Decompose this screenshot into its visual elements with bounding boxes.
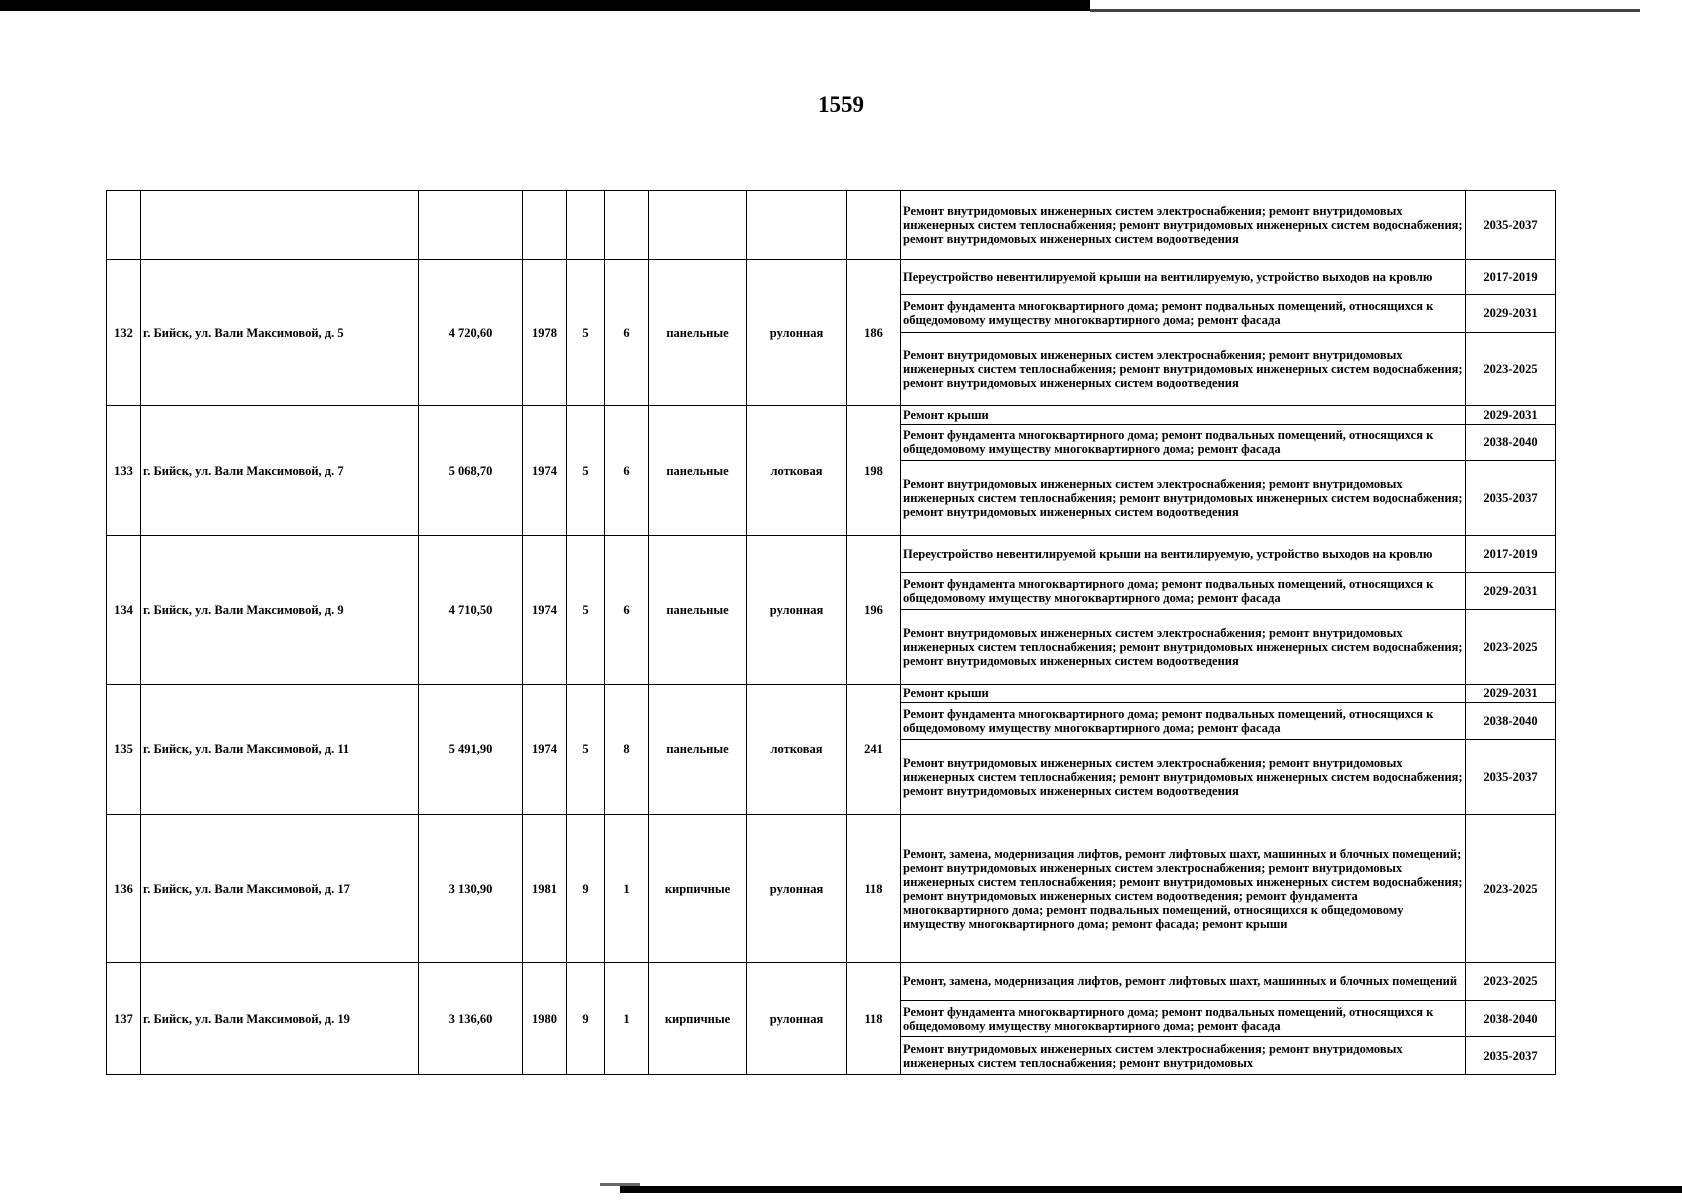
row-number: 134 <box>107 536 141 684</box>
building-address: г. Бийск, ул. Вали Максимовой, д. 5 <box>141 260 419 406</box>
work-description: Ремонт крыши <box>901 684 1466 702</box>
work-period: 2029-2031 <box>1466 573 1556 610</box>
row-number: 133 <box>107 406 141 536</box>
repair-schedule-table <box>106 190 1556 1075</box>
entrances-count: 6 <box>605 406 649 536</box>
work-description: Ремонт крыши <box>901 406 1466 424</box>
scan-border-top <box>0 0 1090 11</box>
work-period: 2035-2037 <box>1466 461 1556 536</box>
empty-cell <box>419 191 523 260</box>
page-number: 1559 <box>818 92 864 117</box>
row-number: 132 <box>107 260 141 406</box>
table-row <box>107 684 1556 702</box>
building-address: г. Бийск, ул. Вали Максимовой, д. 11 <box>141 684 419 814</box>
row-number: 135 <box>107 684 141 814</box>
work-period: 2023-2025 <box>1466 333 1556 406</box>
building-area: 5 068,70 <box>419 406 523 536</box>
building-address: г. Бийск, ул. Вали Максимовой, д. 9 <box>141 536 419 684</box>
wall-material: панельные <box>649 684 747 814</box>
work-description: Ремонт фундамента многоквартирного дома; ремонт подвальных помещений, относящихся к общедомовому имуществу многоквартирного дома; ремонт фасада <box>901 573 1466 610</box>
building-area: 3 130,90 <box>419 814 523 962</box>
entrances-count: 6 <box>605 260 649 406</box>
building-address: г. Бийск, ул. Вали Максимовой, д. 19 <box>141 963 419 1075</box>
continuation-row <box>107 191 1556 260</box>
building-area: 5 491,90 <box>419 684 523 814</box>
work-period: 2017-2019 <box>1466 536 1556 573</box>
empty-cell <box>747 191 847 260</box>
work-description: Ремонт внутридомовых инженерных систем электроснабжения; ремонт внутридомовых инженерных систем теплоснабжения; ремонт внутридомовых инженерных систем водоснабжения; ремонт внутридомовых инженерных систем водоотведения <box>901 739 1466 814</box>
roof-type: рулонная <box>747 536 847 684</box>
entrances-count: 1 <box>605 963 649 1075</box>
row-number: 137 <box>107 963 141 1075</box>
work-description: Ремонт внутридомовых инженерных систем электроснабжения; ремонт внутридомовых инженерных систем теплоснабжения; ремонт внутридомовых инженерных систем водоснабжения; ремонт внутридомовых инженерных систем водоотведения <box>901 461 1466 536</box>
floors-count: 5 <box>567 406 605 536</box>
build-year: 1980 <box>523 963 567 1075</box>
work-description: Ремонт, замена, модернизация лифтов, ремонт лифтовых шахт, машинных и блочных помещений; ремонт внутридомовых инженерных систем электроснабжения; ремонт внутридомовых инженерных систем теплоснабжения; ремонт внутридомовых инженерных систем водоснабжения; ремонт внутридомовых инженерных систем водоотведения; ремонт фундамента многоквартирного дома; ремонт подвальных помещений, относящихся к общедомовому имуществу многоквартирного дома; ремонт фасада; ремонт крыши <box>901 814 1466 962</box>
table-row <box>107 963 1556 1001</box>
work-period: 2038-2040 <box>1466 424 1556 461</box>
work-description: Ремонт фундамента многоквартирного дома; ремонт подвальных помещений, относящихся к общедомовому имуществу многоквартирного дома; ремонт фасада <box>901 424 1466 461</box>
work-period: 2023-2025 <box>1466 814 1556 962</box>
build-year: 1981 <box>523 814 567 962</box>
empty-cell <box>567 191 605 260</box>
wall-material: панельные <box>649 406 747 536</box>
floors-count: 9 <box>567 814 605 962</box>
work-period: 2029-2031 <box>1466 406 1556 424</box>
empty-cell <box>107 191 141 260</box>
floors-count: 5 <box>567 684 605 814</box>
build-year: 1974 <box>523 684 567 814</box>
table-row <box>107 260 1556 295</box>
work-description: Ремонт внутридомовых инженерных систем электроснабжения; ремонт внутридомовых инженерных систем теплоснабжения; ремонт внутридомовых инженерных систем водоснабжения; ремонт внутридомовых инженерных систем водоотведения <box>901 191 1466 260</box>
row-number: 136 <box>107 814 141 962</box>
scan-border-bottom <box>620 1186 1682 1193</box>
scan-border-top-thin <box>1090 9 1640 12</box>
building-address: г. Бийск, ул. Вали Максимовой, д. 7 <box>141 406 419 536</box>
entrances-count: 8 <box>605 684 649 814</box>
roof-type: рулонная <box>747 260 847 406</box>
empty-cell <box>141 191 419 260</box>
work-description: Ремонт фундамента многоквартирного дома; ремонт подвальных помещений, относящихся к общедомовому имуществу многоквартирного дома; ремонт фасада <box>901 1000 1466 1037</box>
work-description: Переустройство невентилируемой крыши на вентилируемую, устройство выходов на кровлю <box>901 536 1466 573</box>
empty-cell <box>847 191 901 260</box>
wall-material: панельные <box>649 536 747 684</box>
residents-count: 196 <box>847 536 901 684</box>
roof-type: лотковая <box>747 684 847 814</box>
work-period: 2038-2040 <box>1466 1000 1556 1037</box>
empty-cell <box>605 191 649 260</box>
entrances-count: 6 <box>605 536 649 684</box>
work-description: Переустройство невентилируемой крыши на вентилируемую, устройство выходов на кровлю <box>901 260 1466 295</box>
building-area: 3 136,60 <box>419 963 523 1075</box>
building-area: 4 710,50 <box>419 536 523 684</box>
work-description: Ремонт внутридомовых инженерных систем электроснабжения; ремонт внутридомовых инженерных систем теплоснабжения; ремонт внутридомовых <box>901 1037 1466 1075</box>
residents-count: 118 <box>847 814 901 962</box>
table-row <box>107 814 1556 962</box>
build-year: 1974 <box>523 536 567 684</box>
entrances-count: 1 <box>605 814 649 962</box>
roof-type: рулонная <box>747 814 847 962</box>
work-period: 2017-2019 <box>1466 260 1556 295</box>
residents-count: 118 <box>847 963 901 1075</box>
residents-count: 186 <box>847 260 901 406</box>
work-period: 2029-2031 <box>1466 684 1556 702</box>
wall-material: кирпичные <box>649 814 747 962</box>
work-description: Ремонт внутридомовых инженерных систем электроснабжения; ремонт внутридомовых инженерных систем теплоснабжения; ремонт внутридомовых инженерных систем водоснабжения; ремонт внутридомовых инженерных систем водоотведения <box>901 333 1466 406</box>
empty-cell <box>649 191 747 260</box>
building-area: 4 720,60 <box>419 260 523 406</box>
work-period: 2023-2025 <box>1466 609 1556 684</box>
work-period: 2029-2031 <box>1466 294 1556 333</box>
residents-count: 241 <box>847 684 901 814</box>
floors-count: 5 <box>567 536 605 684</box>
building-address: г. Бийск, ул. Вали Максимовой, д. 17 <box>141 814 419 962</box>
floors-count: 5 <box>567 260 605 406</box>
work-description: Ремонт фундамента многоквартирного дома; ремонт подвальных помещений, относящихся к общедомовому имуществу многоквартирного дома; ремонт фасада <box>901 703 1466 740</box>
work-description: Ремонт внутридомовых инженерных систем электроснабжения; ремонт внутридомовых инженерных систем теплоснабжения; ремонт внутридомовых инженерных систем водоснабжения; ремонт внутридомовых инженерных систем водоотведения <box>901 609 1466 684</box>
empty-cell <box>523 191 567 260</box>
wall-material: панельные <box>649 260 747 406</box>
build-year: 1978 <box>523 260 567 406</box>
wall-material: кирпичные <box>649 963 747 1075</box>
table-row <box>107 406 1556 424</box>
residents-count: 198 <box>847 406 901 536</box>
work-description: Ремонт, замена, модернизация лифтов, ремонт лифтовых шахт, машинных и блочных помещений <box>901 963 1466 1001</box>
work-period: 2023-2025 <box>1466 963 1556 1001</box>
work-period: 2035-2037 <box>1466 739 1556 814</box>
roof-type: лотковая <box>747 406 847 536</box>
floors-count: 9 <box>567 963 605 1075</box>
work-period: 2035-2037 <box>1466 1037 1556 1075</box>
work-period: 2038-2040 <box>1466 703 1556 740</box>
work-period: 2035-2037 <box>1466 191 1556 260</box>
work-description: Ремонт фундамента многоквартирного дома; ремонт подвальных помещений, относящихся к общедомовому имуществу многоквартирного дома; ремонт фасада <box>901 294 1466 333</box>
table-row <box>107 536 1556 573</box>
build-year: 1974 <box>523 406 567 536</box>
roof-type: рулонная <box>747 963 847 1075</box>
